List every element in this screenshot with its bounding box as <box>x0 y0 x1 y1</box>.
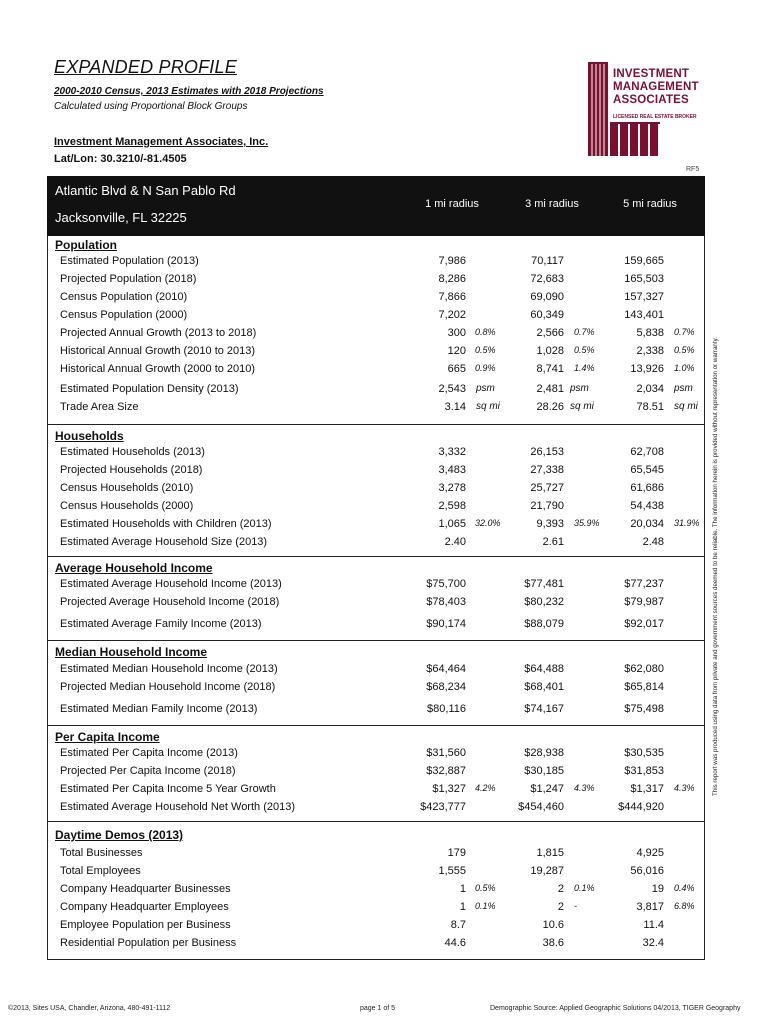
value-5mi: $79,987 <box>624 596 664 608</box>
value-1mi: 2,598 <box>438 500 466 512</box>
footer-page-number: page 1 of 5 <box>360 1005 396 1012</box>
unit-5mi: psm <box>674 383 693 394</box>
unit-5mi: sq mi <box>674 401 698 412</box>
lat-lon: Lat/Lon: 30.3210/-81.4505 <box>54 153 187 165</box>
percent-3mi: 35.9% <box>574 518 600 528</box>
disclaimer-note: This report was produced using data from private and government sources deemed to be reliable. The information herein is provided without representation or warranty. <box>712 337 719 796</box>
percent-1mi: 0.1% <box>475 901 496 911</box>
value-3mi: 2,566 <box>536 327 564 339</box>
page-title: EXPANDED PROFILE <box>54 57 237 77</box>
row-label: Historical Annual Growth (2010 to 2013) <box>60 345 256 357</box>
row-label: Census Population (2000) <box>60 309 188 321</box>
value-3mi: 72,683 <box>530 273 564 285</box>
section-avg-income <box>47 556 705 641</box>
table-row <box>48 901 704 918</box>
section-title: Per Capita Income <box>55 730 160 744</box>
value-5mi: 78.51 <box>636 401 664 413</box>
percent-3mi: 0.5% <box>574 345 595 355</box>
table-row <box>48 518 704 535</box>
section-population <box>47 236 705 425</box>
value-5mi: 11.4 <box>643 919 664 931</box>
row-label: Estimated Population Density (2013) <box>60 383 239 395</box>
row-label: Trade Area Size <box>60 401 139 413</box>
value-1mi: $78,403 <box>426 596 466 608</box>
row-label: Projected Annual Growth (2013 to 2018) <box>60 327 257 339</box>
value-1mi: 8.7 <box>450 919 466 931</box>
row-label: Estimated Median Household Income (2013) <box>60 663 278 675</box>
section-households <box>47 424 705 557</box>
value-3mi: 2.61 <box>542 536 564 548</box>
row-label: Estimated Households with Children (2013) <box>60 518 272 530</box>
value-5mi: 2,338 <box>636 345 664 357</box>
table-row <box>48 291 704 308</box>
value-3mi: 70,117 <box>531 255 564 267</box>
table-row <box>48 255 704 272</box>
value-5mi: 165,503 <box>624 273 664 285</box>
page-subtitle-method: Calculated using Proportional Block Groups <box>54 101 248 112</box>
value-3mi: $68,401 <box>524 681 564 693</box>
value-1mi: $64,464 <box>426 663 466 675</box>
value-5mi: 4,925 <box>636 847 664 859</box>
table-row <box>48 919 704 936</box>
table-row <box>48 801 704 818</box>
percent-1mi: 0.5% <box>475 345 496 355</box>
table-row <box>48 500 704 517</box>
table-row <box>48 703 704 720</box>
value-3mi: 19,287 <box>530 865 564 877</box>
table-row <box>48 345 704 362</box>
footer-source: Demographic Source: Applied Geographic Solutions 04/2013, TIGER Geography <box>490 1005 741 1012</box>
value-3mi: 2,481 <box>536 383 564 395</box>
value-3mi: 27,338 <box>530 464 564 476</box>
percent-5mi: 1.0% <box>674 363 695 373</box>
value-3mi: $30,185 <box>524 765 564 777</box>
row-label: Total Businesses <box>60 847 143 859</box>
table-row <box>48 765 704 782</box>
page-subtitle: 2000-2010 Census, 2013 Estimates with 2018 Projections <box>54 86 324 97</box>
table-row <box>48 383 704 400</box>
percent-3mi: 0.1% <box>574 883 595 893</box>
table-row <box>48 883 704 900</box>
value-3mi: 26,153 <box>530 446 564 458</box>
percent-1mi: 0.9% <box>475 363 496 373</box>
value-1mi: 2,543 <box>438 383 466 395</box>
value-3mi: $74,167 <box>524 703 564 715</box>
report-code: RF5 <box>686 166 700 173</box>
row-label: Estimated Average Household Income (2013) <box>60 578 282 590</box>
section-title: Population <box>55 238 117 252</box>
value-3mi: $88,079 <box>524 618 564 630</box>
value-3mi: 2 <box>557 901 564 913</box>
row-label: Projected Median Household Income (2018) <box>60 681 276 693</box>
row-label: Company Headquarter Businesses <box>60 883 231 895</box>
value-1mi: 665 <box>447 363 466 375</box>
value-1mi: 7,866 <box>438 291 466 303</box>
value-1mi: 179 <box>447 847 466 859</box>
row-label: Projected Average Household Income (2018) <box>60 596 280 608</box>
value-5mi: $77,237 <box>624 578 664 590</box>
value-3mi: 1,815 <box>536 847 564 859</box>
value-3mi: 69,090 <box>530 291 564 303</box>
value-5mi: $65,814 <box>624 681 664 693</box>
row-label: Estimated Median Family Income (2013) <box>60 703 258 715</box>
table-header <box>47 176 705 236</box>
company-name: Investment Management Associates, Inc. <box>54 136 269 148</box>
row-label: Estimated Per Capita Income 5 Year Growth <box>60 783 276 795</box>
value-5mi: $30,535 <box>624 747 664 759</box>
percent-1mi: 32.0% <box>475 518 501 528</box>
unit-1mi: psm <box>476 383 495 394</box>
table-row <box>48 309 704 326</box>
value-1mi: 7,202 <box>438 309 466 321</box>
value-1mi: 1 <box>459 883 466 895</box>
value-5mi: 13,926 <box>630 363 664 375</box>
logo-line1: INVESTMENT <box>613 68 690 80</box>
table-row <box>48 327 704 344</box>
location-city: Jacksonville, FL 32225 <box>55 210 187 225</box>
table-row <box>48 865 704 882</box>
percent-5mi: 0.7% <box>674 327 695 337</box>
section-median-income <box>47 640 705 726</box>
percent-1mi: 0.5% <box>475 883 496 893</box>
value-1mi: 3,278 <box>438 482 466 494</box>
table-row <box>48 446 704 463</box>
radius-header-1: 1 mi radius <box>425 198 479 210</box>
percent-1mi: 4.2% <box>475 783 496 793</box>
logo-line3: ASSOCIATES <box>613 94 689 106</box>
value-1mi: 1 <box>459 901 466 913</box>
value-5mi: 56,016 <box>630 865 664 877</box>
value-1mi: 3,483 <box>438 464 466 476</box>
logo-line2: MANAGEMENT <box>613 81 699 93</box>
percent-5mi: 4.3% <box>674 783 695 793</box>
percent-1mi: 0.8% <box>475 327 496 337</box>
value-3mi: 10.6 <box>542 919 564 931</box>
radius-header-5: 5 mi radius <box>623 198 677 210</box>
value-1mi: 8,286 <box>438 273 466 285</box>
value-5mi: 157,327 <box>624 291 664 303</box>
value-3mi: 25,727 <box>530 482 564 494</box>
table-row <box>48 747 704 764</box>
value-1mi: 1,065 <box>438 518 466 530</box>
value-1mi: 3,332 <box>438 446 466 458</box>
table-row <box>48 783 704 800</box>
value-1mi: 2.40 <box>444 536 466 548</box>
value-3mi: $28,938 <box>524 747 564 759</box>
table-row <box>48 596 704 613</box>
row-label: Census Population (2010) <box>60 291 188 303</box>
value-1mi: 44.6 <box>444 937 466 949</box>
row-label: Total Employees <box>60 865 141 877</box>
value-1mi: $80,116 <box>427 703 466 715</box>
value-5mi: 5,838 <box>636 327 664 339</box>
table-row <box>48 847 704 864</box>
percent-3mi: 4.3% <box>574 783 595 793</box>
percent-5mi: 31.9% <box>674 518 700 528</box>
value-5mi: 65,545 <box>630 464 664 476</box>
value-5mi: $1,317 <box>630 783 664 795</box>
section-daytime <box>47 821 705 960</box>
value-3mi: $80,232 <box>524 596 564 608</box>
footer-copyright: ©2013, Sites USA, Chandler, Arizona, 480-491-1112 <box>8 1005 171 1012</box>
value-5mi: 3,817 <box>636 901 664 913</box>
percent-3mi: - <box>574 901 577 911</box>
logo-tagline: LICENSED REAL ESTATE BROKER <box>613 114 697 120</box>
row-label: Projected Households (2018) <box>60 464 203 476</box>
table-row <box>48 273 704 290</box>
value-3mi: 60,349 <box>530 309 564 321</box>
row-label: Historical Annual Growth (2000 to 2010) <box>60 363 256 375</box>
radius-header-3: 3 mi radius <box>525 198 579 210</box>
table-row <box>48 578 704 595</box>
value-5mi: $92,017 <box>624 618 664 630</box>
value-1mi: $90,174 <box>426 618 466 630</box>
value-1mi: 3.14 <box>444 401 466 413</box>
value-3mi: $77,481 <box>524 578 564 590</box>
value-5mi: $75,498 <box>624 703 664 715</box>
row-label: Census Households (2000) <box>60 500 194 512</box>
section-title: Daytime Demos (2013) <box>55 828 184 842</box>
table-row <box>48 464 704 481</box>
row-label: Estimated Average Family Income (2013) <box>60 618 262 630</box>
table-row <box>48 681 704 698</box>
table-row <box>48 663 704 680</box>
table-row <box>48 536 704 553</box>
value-1mi: $75,700 <box>426 578 466 590</box>
percent-5mi: 0.4% <box>674 883 695 893</box>
value-3mi: 21,790 <box>530 500 564 512</box>
value-3mi: 9,393 <box>536 518 564 530</box>
value-5mi: 2.48 <box>642 536 664 548</box>
section-per-capita <box>47 725 705 822</box>
row-label: Estimated Average Household Size (2013) <box>60 536 268 548</box>
value-3mi: 8,741 <box>536 363 564 375</box>
percent-5mi: 6.8% <box>674 901 695 911</box>
table-row <box>48 618 704 635</box>
value-1mi: 7,986 <box>438 255 466 267</box>
row-label: Estimated Population (2013) <box>60 255 199 267</box>
value-1mi: 120 <box>447 345 466 357</box>
value-3mi: 2 <box>557 883 564 895</box>
value-5mi: 32.4 <box>642 937 664 949</box>
logo-wordmark <box>613 68 699 107</box>
value-1mi: $423,777 <box>420 801 466 813</box>
row-label: Company Headquarter Employees <box>60 901 229 913</box>
value-3mi: 28.26 <box>536 401 564 413</box>
table-row <box>48 937 704 954</box>
value-1mi: 1,555 <box>438 865 466 877</box>
row-label: Projected Per Capita Income (2018) <box>60 765 236 777</box>
table-row <box>48 401 704 418</box>
value-1mi: $68,234 <box>426 681 466 693</box>
percent-5mi: 0.5% <box>674 345 695 355</box>
value-5mi: 19 <box>651 883 664 895</box>
row-label: Estimated Average Household Net Worth (2013) <box>60 801 296 813</box>
value-1mi: $32,887 <box>426 765 466 777</box>
row-label: Employee Population per Business <box>60 919 231 931</box>
value-1mi: 300 <box>447 327 466 339</box>
row-label: Residential Population per Business <box>60 937 237 949</box>
unit-3mi: psm <box>570 383 589 394</box>
value-5mi: 143,401 <box>624 309 664 321</box>
value-5mi: $31,853 <box>624 765 664 777</box>
unit-1mi: sq mi <box>476 401 500 412</box>
value-5mi: $62,080 <box>624 663 664 675</box>
company-logo <box>586 60 706 158</box>
row-label: Estimated Per Capita Income (2013) <box>60 747 238 759</box>
table-row <box>48 482 704 499</box>
section-title: Average Household Income <box>55 561 213 575</box>
unit-3mi: sq mi <box>570 401 594 412</box>
value-3mi: 1,028 <box>536 345 564 357</box>
value-5mi: 62,708 <box>630 446 664 458</box>
row-label: Census Households (2010) <box>60 482 194 494</box>
value-3mi: $64,488 <box>524 663 564 675</box>
value-5mi: 61,686 <box>630 482 664 494</box>
percent-3mi: 1.4% <box>574 363 595 373</box>
value-5mi: 20,034 <box>630 518 664 530</box>
value-5mi: 159,665 <box>624 255 664 267</box>
row-label: Projected Population (2018) <box>60 273 197 285</box>
section-title: Median Household Income <box>55 645 208 659</box>
table-row <box>48 363 704 380</box>
value-3mi: $1,247 <box>530 783 564 795</box>
value-5mi: $444,920 <box>618 801 664 813</box>
value-5mi: 54,438 <box>630 500 664 512</box>
value-3mi: 38.6 <box>542 937 564 949</box>
value-1mi: $1,327 <box>432 783 466 795</box>
section-title: Households <box>55 429 124 443</box>
location-street: Atlantic Blvd & N San Pablo Rd <box>55 183 236 198</box>
value-5mi: 2,034 <box>636 383 664 395</box>
value-1mi: $31,560 <box>426 747 466 759</box>
value-3mi: $454,460 <box>518 801 564 813</box>
percent-3mi: 0.7% <box>574 327 595 337</box>
row-label: Estimated Households (2013) <box>60 446 205 458</box>
